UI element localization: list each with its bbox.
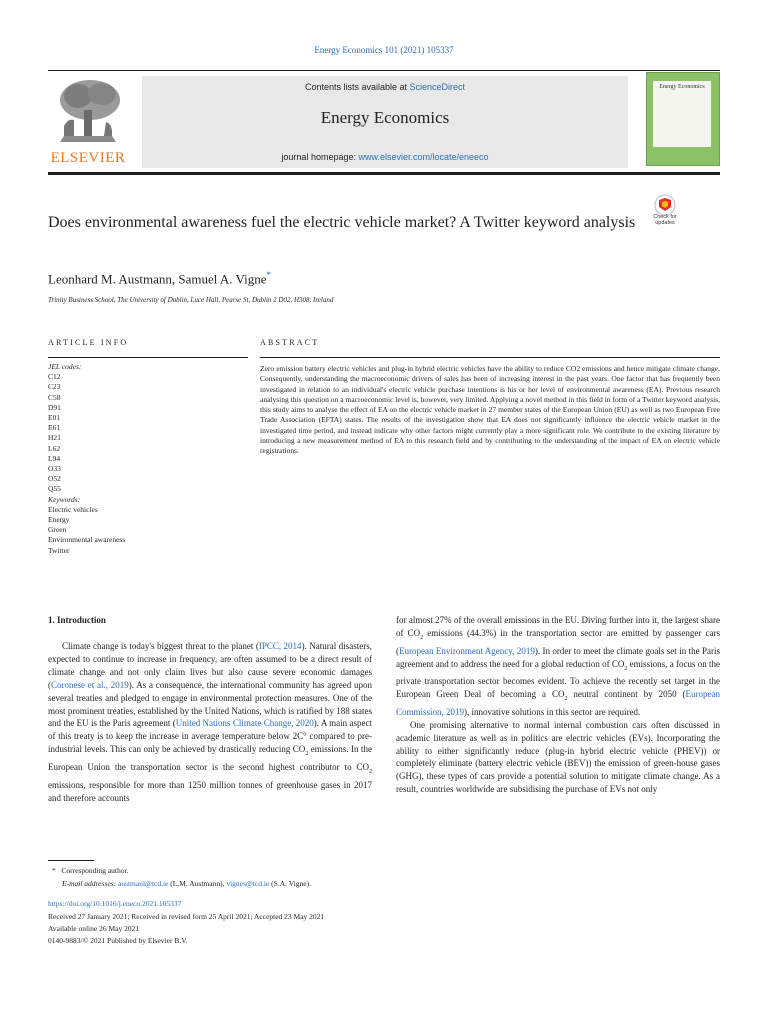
jel-code: L94 [48,453,61,463]
journal-homepage-line [142,152,628,162]
jel-code: C58 [48,392,61,402]
journal-masthead [142,76,628,168]
keywords-label: Keywords: [48,494,81,504]
jel-code: Q55 [48,484,61,494]
footnote-rule [48,860,94,861]
article-info-heading: ARTICLE INFO [48,338,129,347]
abstract-heading: ABSTRACT [260,338,320,347]
abstract-rule [260,357,720,358]
text-run: ). A main aspect of this treaty is to keep the increase in average temperature below 2C° compared to pre-industrial levels. This can only be achieved by drastically reducing CO [48,718,372,755]
text-run: neutral continent by 2050 ( [567,689,686,700]
subscript: 2 [420,634,424,641]
jel-code: C12 [48,372,61,382]
jel-code: C23 [48,382,61,392]
subscript: 2 [305,751,309,758]
keyword: Green [48,525,67,535]
abstract-text: Zero emission battery electric vehicles and plug-in hybrid electric vehicles have the ability to reduce CO2 emissions and hence mitigate climate change. Consequently, understanding the macroeconomic drivers of sales has been of increasing interest in the past years. One factor that has frequently been investigated in relation to an individual's electric vehicle purchase intentions is his or her level of environmental awareness (EA). Previous research analysing this question on a macroeconomic level is, however, very limited. Applying a novel method in this field in form of a Twitter keyword analysis, this study aims to analyse the effect of EA on the electric vehicle market in 27 member states of the European Union (EU) as well as two European Free Trade Association (EFTA) states. The results of the investigation show that EA does not significantly influence the electric vehicle market in the investigated time period, and instead indicate why other factors might currently play a more significant role. We contribute to the existing literature by introducing a new measurement method of EA to this research field and by contributing to the understanding of the impact of EA on electric vehicle registrations. [260,364,720,456]
paragraph [48,640,372,804]
text-run: emissions. In the European Union the transportation sector is the second highest contributor to CO [48,744,372,772]
citation-link-eea[interactable]: European Environment Agency, 2019 [399,645,535,656]
email-link-vigne[interactable]: vignes@tcd.ie [226,879,270,888]
copyright: 0140-9883/© 2021 Published by Elsevier B.V. [48,936,188,945]
elsevier-logo[interactable] [44,76,132,168]
text-run: ). In order to meet the climate goals set in the Paris agreement and to address the need for a global reduction of CO [396,645,720,669]
body-left-column [48,640,372,804]
journal-cover-thumbnail[interactable] [646,72,720,166]
jel-codes [48,372,248,494]
keywords [48,505,248,556]
text-run: emissions, a focus on the private transportation sector becomes evident. To achieve the recently set target in the European Green Deal of becoming a CO [396,658,720,700]
jel-code: L62 [48,443,61,453]
article-info-rule [48,357,248,358]
article-info-list [48,362,248,556]
subscript: 2 [624,665,628,672]
subscript: 2 [564,695,568,702]
paragraph [396,614,720,719]
citation-link-coronese[interactable]: Coronese et al., 2019 [51,679,129,690]
text-run: for almost 27% of the overall emissions in the EU. Diving further into it, the largest share of CO [396,615,720,638]
authors [48,270,271,287]
elsevier-wordmark: ELSEVIER [50,150,126,166]
keyword: Environmental awareness [48,535,126,545]
text-run: Climate change is today's biggest threat to the planet ( [62,641,259,651]
jel-code: O33 [48,464,61,474]
available-online: Available online 26 May 2021 [48,924,140,933]
check-for-updates-badge[interactable] [650,194,680,230]
author-names: Leonhard M. Austmann, Samuel A. Vigne [48,271,267,287]
body-right-column [396,614,720,796]
homepage-link[interactable]: www.elsevier.com/locate/eneeco [358,152,489,162]
jel-code: E01 [48,413,61,423]
section-heading: 1. Introduction [48,615,106,625]
text-run: ), innovative solutions in this sector are required. [464,706,641,717]
email-owner: (S.A. Vigne). [269,879,311,888]
jel-code: E61 [48,423,61,433]
text-run: emissions (44.3%) in the transportation sector are emitted by passenger cars ( [396,627,721,656]
paragraph: One promising alternative to normal internal combustion cars often discussed in academic literature as well as in politics are electric vehicles (EVs). Incorporating the ability to either significantly reduce (plug-in hybrid electric vehicle (PHEV)) or completely eliminate (battery electric vehicle (BEV)) the emission of green-house gases (GHG), these types of cars provide a potential solution to mitigate climate change. As a result, countries worldwide are subsidising the purchase of EVs not only [396,719,720,795]
header-top-rule [48,70,720,71]
check-for-updates-label: Check for updates [653,214,677,226]
footnote-mark: * [52,866,56,875]
doi-link[interactable] [48,899,181,909]
keyword: Energy [48,515,70,525]
elsevier-tree-icon [50,76,126,148]
journal-title: Energy Economics [320,108,450,127]
homepage-prefix: journal homepage: [281,152,359,162]
keyword: Electric vehicles [48,504,98,514]
affiliation: Trinity Business School, The University of Dublin, Luce Hall, Pearse St, Dublin 2 D02, H308, Ireland [48,296,334,304]
citation-link-ec[interactable]: European Commission, 2019 [396,689,720,717]
contents-available-line [142,82,628,92]
jel-code: O52 [48,474,61,484]
corresponding-footnote [52,866,128,876]
jel-code: H21 [48,433,61,443]
corresponding-author-mark[interactable]: * [266,270,272,280]
email-label: E-mail addresses: [62,879,117,888]
text-run: emissions, responsible for more than 1250 million tonnes of greenhouse gases in 2017 and therefore accounts [48,779,372,803]
email-owner: (L.M. Austmann), [168,879,227,888]
citation-link-ipcc[interactable]: IPCC, 2014 [258,641,302,651]
text-run: ). As a consequence, the international community has agreed upon several treaties and pledged to engage in environmental protection measures. One of the most prominent treaties, established by the United Nations, which is ratified by 188 states and the EU is the Paris agreement ( [48,679,373,729]
corresponding-label: Corresponding author. [61,866,129,875]
email-footnote [62,879,311,889]
email-link-austmann[interactable]: austmanl@tcd.ie [117,879,169,888]
doi-anchor[interactable]: https://doi.org/10.1016/j.eneco.2021.105337 [48,899,182,908]
history-dates: Received 27 January 2021; Received in revised form 25 April 2021; Accepted 23 May 2021 [48,912,325,921]
subscript: 2 [369,768,372,775]
jel-code: D91 [48,402,61,412]
contents-prefix: Contents lists available at [304,82,410,92]
text-run: ). Natural disasters, expected to continue to increase in frequency, are often assumed to be a direct result of climate change and not only claim lives but also cause severe economic damages ( [48,641,372,690]
article-title: Does environmental awareness fuel the electric vehicle market? A Twitter keyword analysis [48,214,636,231]
cover-panel [653,81,711,147]
citation-link-unfccc[interactable]: United Nations Climate Change, 2020 [175,718,314,729]
journal-citation[interactable]: Energy Economics 101 (2021) 105337 [314,45,454,55]
header-bottom-rule [48,172,720,175]
cover-title: Energy Economics [659,84,705,90]
sciencedirect-link[interactable]: ScienceDirect [409,82,466,92]
jel-codes-label: JEL codes: [48,362,82,371]
keyword: Twitter [48,545,70,555]
